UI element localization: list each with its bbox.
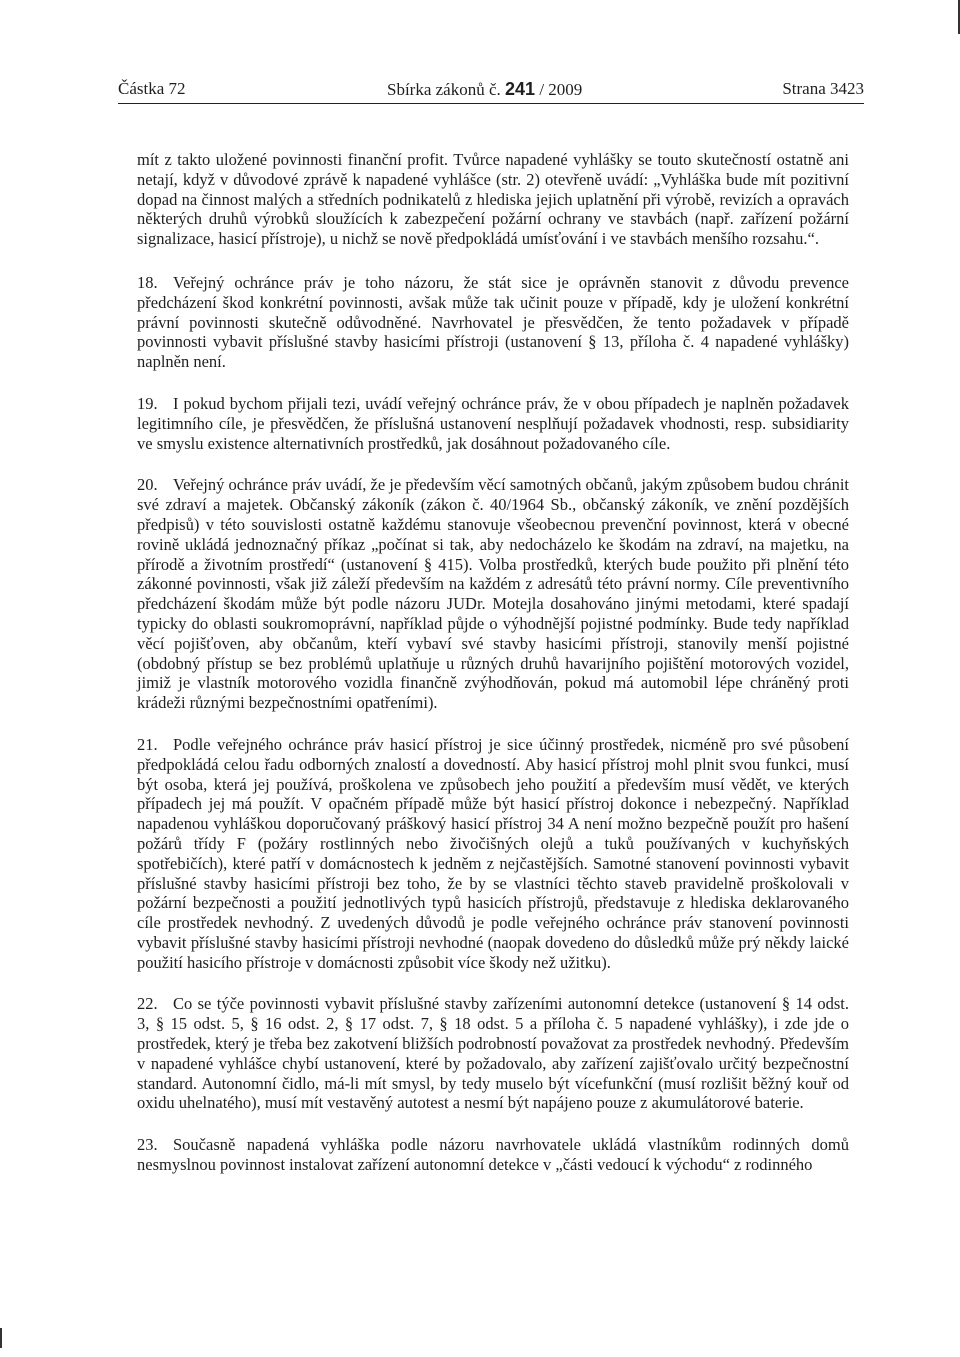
header-page-number: Strana 3423 — [782, 79, 864, 98]
paragraph-number: 19. — [137, 393, 158, 413]
header-rule — [118, 103, 864, 104]
paragraph-text: Podle veřejného ochránce práv hasicí přístroj je sice účinný prostředek, nicméně pro své působení předpokládá celou řadu odborných znalostí a dovedností. Aby hasicí přístroj mohl plnit svou funkci, musí být osoba, která jej používá, proškolena ve způsobech jeho použití a především musí vědět, ve kterých případech jej má použít. V opačném případě může být hasicí přístroj dokonce i nebezpečný. Například napadenou vyhláškou doporučovaný práškový hasicí přístroj 34 A není možno bezpečně použít pro hašení požárů třídy F (požáry rostlinných nebo živočišných olejů a tuků používaných v kuchyňských spotřebičích), které patří v domácnostech k jedněm z nejčastějších. Samotné stanovení povinnosti vybavit příslušné stavby hasicími přístroji bez toho, že by se vlastníci těchto staveb pravidelně proškolovali v požární bezpečnosti a použití jednotlivých typů hasicích přístrojů, představuje z hlediska deklarovaného cíle prostředek nevhodný. Z uvedených důvodů je podle veřejného ochránce práv stanovení povinnosti vybavit příslušné stavby hasicími přístroji nevhodné (naopak dovedeno do důsledků může prý někdy laické použití hasicího přístroje v domácnosti způsobit více škody než užitku). — [137, 734, 849, 972]
paragraph-23 — [137, 1135, 849, 1175]
paragraph-text: Současně napadená vyhláška podle názoru navrhovatele ukládá vlastníkům rodinných domů nesmyslnou povinnost instalovat zařízení autonomní detekce v „části vedoucí k východu“ z rodinného — [137, 1135, 849, 1175]
header-part-number: Částka 72 — [118, 79, 186, 98]
paragraph-22 — [137, 994, 849, 1113]
header-year: / 2009 — [539, 80, 583, 99]
paragraph-number: 20. — [137, 475, 158, 495]
header-act-number: 241 — [505, 79, 536, 99]
paragraph-number: 18. — [137, 272, 158, 292]
document-body — [137, 150, 849, 1197]
paragraph-number: 23. — [137, 1135, 158, 1155]
paragraph-text: Co se týče povinnosti vybavit příslušné stavby zařízeními autonomní detekce (ustanovení § 14 odst. 3, § 15 odst. 5, § 16 odst. 2, § 17 odst. 7, § 18 odst. 5 a příloha č. 5 napadené vyhlášky), i zde jde o prostředek, který je třeba bez zakotvení bližších podrobností považovat za prostředek nevhodný. Především v napadené vyhlášce chybí ustanovení, které by požadovalo, aby zařízení zajišťovalo určitý bezpečnostní standard. Autonomní čidlo, má-li mít smysl, by tedy muselo být vícefunkční (musí rozlišit běžný kouř od oxidu uhelnatého), musí mít vestavěný autotest a nesmí být napájeno pouze z akumulátorové baterie. — [137, 994, 849, 1113]
page-header — [118, 79, 864, 105]
paragraph-text: I pokud bychom přijali tezi, uvádí veřejný ochránce práv, že v obou případech je naplněn požadavek legitimního cíle, je přesvědčen, že příslušná ustanovení nesplňují požadavek vhodnosti, resp. subsidiarity ve smyslu existence alternativních prostředků, jak dosáhnout požadovaného cíle. — [137, 393, 849, 453]
paragraph-continued — [137, 150, 849, 249]
paragraph-text: Veřejný ochránce práv je toho názoru, že stát sice je oprávněn stanovit z důvodu prevence předcházení škod konkrétní povinnosti, avšak může tak učinit pouze v případě, kdy je uložení konkrétní právní povinnosti skutečně odůvodněné. Navrhovatel je přesvědčen, že tento požadavek v případě povinnosti vybavit příslušné stavby hasicími přístroji (ustanovení § 13, příloha č. 4 napadené vyhlášky) naplněn není. — [137, 272, 849, 372]
header-collection-prefix: Sbírka zákonů č. — [387, 80, 501, 99]
paragraph-18 — [137, 273, 849, 372]
paragraph-number: 22. — [137, 994, 158, 1014]
paragraph-text: Veřejný ochránce práv uvádí, že je především věcí samotných občanů, jakým způsobem budou chránit své zdraví a majetek. Občanský zákoník (zákon č. 40/1964 Sb., občanský zákoník, ve znění pozdějších předpisů) v této souvislosti ostatně každému stanovuje všeobecnou prevenční povinnost, která v obecné rovině ukládá jednoznačný příkaz „počínat si tak, aby nedocházelo ke škodám na zdraví, na majetku, na přírodě a životním prostředí“ (ustanovení § 415). Volba prostředků, kterých bude použito při plnění této zákonné povinnosti, však již záleží především na každém z adresátů této právní normy. Cíle preventivního předcházení škodám může být podle názoru JUDr. Motejla dosahováno jinými metodami, které spadají typicky do oblasti soukromoprávní, například půjde o výhodnější pojistné podmínky. Bude tedy například věcí pojišťoven, aby občanům, kteří vybaví své stavby hasicími přístroji, stanovily menší pojistné (obdobný přístup se bez problémů uplatňuje u různých druhů havarijního pojištění motorových vozidel, jimiž je vlastník motorového vozidla finančně zvýhodňován, pokud má automobil lépe chráněný proti krádeži různými bezpečnostními opatřeními). — [137, 475, 849, 713]
header-collection — [387, 79, 582, 100]
paragraph-text: mít z takto uložené povinnosti finanční profit. Tvůrce napadené vyhlášky se touto skutečností ostatně ani netají, když v důvodové zprávě k napadené vyhlášce (str. 2) otevřeně uvádí: „Vyhláška bude mít pozitivní dopad na činnost malých a středních podnikatelů z hlediska jejich uplatnění při výrobě, revizích a opravách některých druhů výrobků sloužících k zabezpečení požární ochrany ve stavbách (např. zařízení požární signalizace, hasicí přístroje), u nichž se nově předpokládá umísťování i ve stavbách menšího rozsahu.“. — [137, 150, 849, 249]
scan-edge-mark-bottom — [0, 1328, 2, 1348]
paragraph-21 — [137, 735, 849, 973]
paragraph-number: 21. — [137, 734, 158, 754]
paragraph-19 — [137, 394, 849, 453]
paragraph-20 — [137, 475, 849, 713]
